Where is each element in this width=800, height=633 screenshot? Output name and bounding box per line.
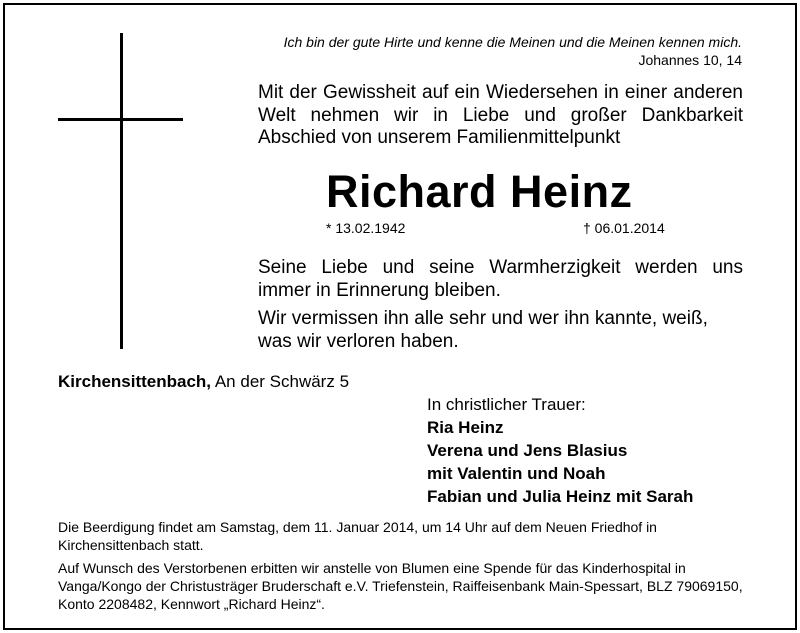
love-paragraph: Seine Liebe und seine Warmherzigkeit werden uns immer in Erinnerung bleiben. (258, 257, 743, 301)
address-street: An der Schwärz 5 (214, 372, 350, 391)
miss-paragraph: Wir vermissen ihn alle sehr und wer ihn kannte, weiß, was wir verloren haben. (258, 308, 708, 352)
deceased-name: Richard Heinz (326, 166, 633, 217)
cross-icon-vertical (120, 33, 123, 349)
verse-quote: Ich bin der gute Hirte und kenne die Meinen und die Meinen kennen mich. (283, 34, 742, 50)
address-place: Kirchensittenbach, (58, 372, 212, 391)
bible-verse (284, 33, 742, 69)
mourner-name: Fabian und Julia Heinz mit Sarah (427, 487, 694, 506)
verse-source: Johannes 10, 14 (638, 52, 742, 68)
birth-date: * 13.02.1942 (326, 220, 406, 236)
mourners-heading: In christlicher Trauer: (427, 395, 586, 414)
notices (58, 518, 748, 618)
cross-icon-horizontal (58, 118, 183, 121)
intro-text: Mit der Gewissheit auf ein Wiedersehen in einer anderen Welt nehmen wir in Liebe und großer Dankbarkeit Abschied von unserem Familienmittelpunkt (258, 82, 743, 148)
mourners-block (427, 393, 693, 508)
mourner-name: mit Valentin und Noah (427, 464, 606, 483)
death-date: † 06.01.2014 (583, 220, 665, 236)
mourner-name: Ria Heinz (427, 418, 504, 437)
address (58, 372, 349, 392)
mourner-name: Verena und Jens Blasius (427, 441, 628, 460)
funeral-notice: Die Beerdigung findet am Samstag, dem 11. Januar 2014, um 14 Uhr auf dem Neuen Friedhof in Kirchensittenbach statt. (58, 519, 657, 553)
donation-notice: Auf Wunsch des Verstorbenen erbitten wir anstelle von Blumen eine Spende für das Kinderhospital in Vanga/Kongo der Christusträger Bruderschaft e.V. Triefenstein, Raiffeisenbank Main-Spessart, BLZ 79069150, Konto 2208482, Kennwort „Richard Heinz“. (58, 560, 743, 612)
